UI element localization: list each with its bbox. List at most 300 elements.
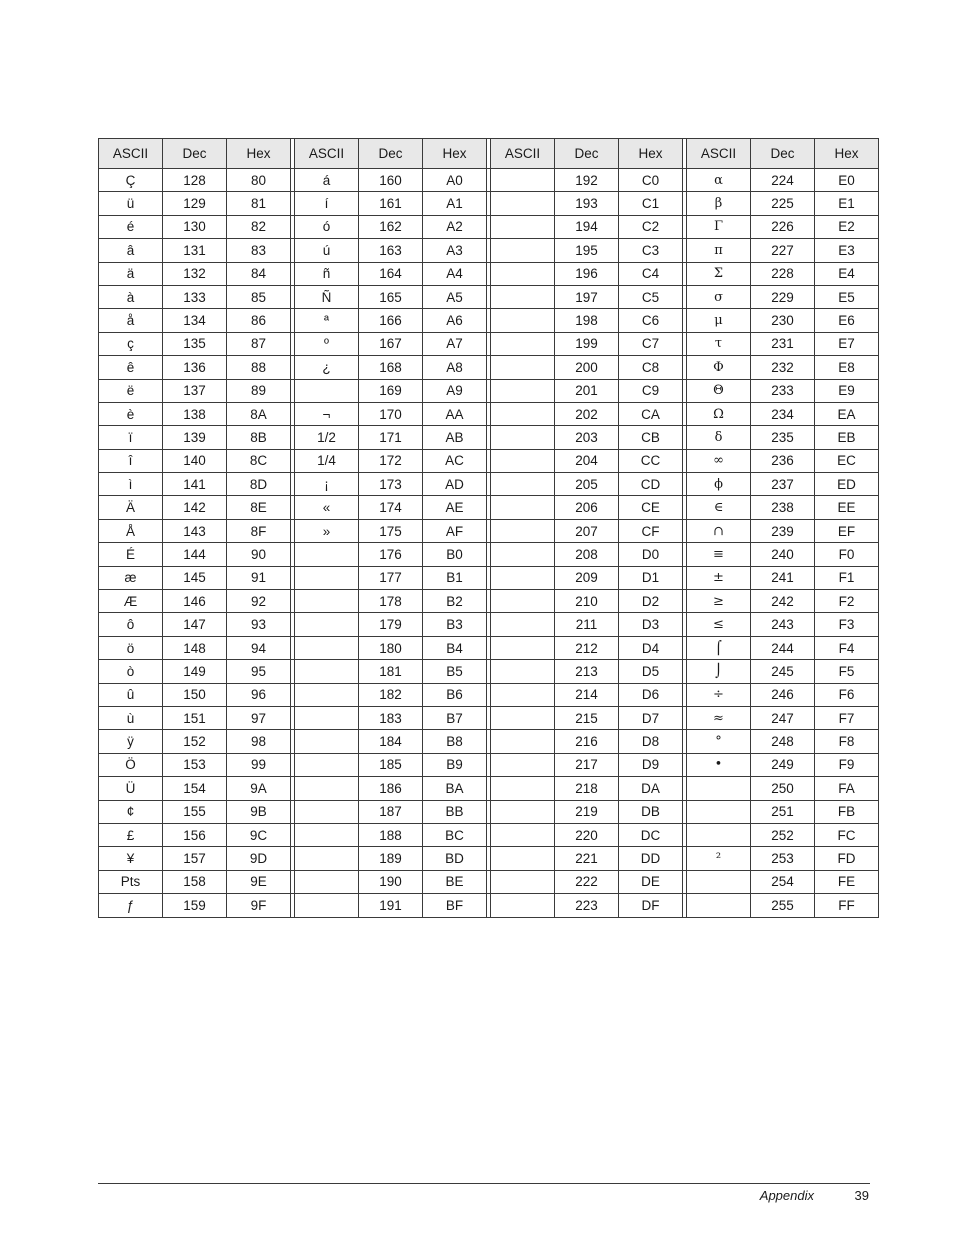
dec-cell: 141	[163, 473, 227, 496]
ascii-cell: ≥	[687, 590, 751, 613]
dec-cell: 242	[751, 590, 815, 613]
hex-cell: 89	[227, 379, 291, 402]
hex-cell: 96	[227, 683, 291, 706]
hex-cell: C1	[619, 192, 683, 215]
ascii-cell	[295, 683, 359, 706]
ascii-cell	[491, 332, 555, 355]
footer-page-number: 39	[854, 1188, 869, 1203]
dec-cell: 207	[555, 519, 619, 542]
hex-cell: 9F	[227, 894, 291, 917]
ascii-cell: «	[295, 496, 359, 519]
dec-cell: 178	[359, 590, 423, 613]
ascii-cell: ñ	[295, 262, 359, 285]
dec-cell: 153	[163, 753, 227, 776]
dec-cell: 252	[751, 823, 815, 846]
dec-cell: 214	[555, 683, 619, 706]
hex-cell: C3	[619, 239, 683, 262]
dec-cell: 255	[751, 894, 815, 917]
ascii-cell: ó	[295, 215, 359, 238]
ascii-cell: ƒ	[99, 894, 163, 917]
hex-cell: BA	[423, 777, 487, 800]
ascii-cell: ù	[99, 706, 163, 729]
dec-cell: 198	[555, 309, 619, 332]
hex-cell: F0	[815, 543, 879, 566]
dec-cell: 200	[555, 356, 619, 379]
dec-cell: 201	[555, 379, 619, 402]
dec-cell: 156	[163, 823, 227, 846]
hex-cell: B2	[423, 590, 487, 613]
ascii-cell	[491, 777, 555, 800]
dec-cell: 130	[163, 215, 227, 238]
hex-cell: E6	[815, 309, 879, 332]
ascii-cell: ¢	[99, 800, 163, 823]
ascii-cell: ò	[99, 660, 163, 683]
dec-cell: 131	[163, 239, 227, 262]
dec-cell: 139	[163, 426, 227, 449]
column-header-dec: Dec	[751, 139, 815, 169]
hex-cell: B3	[423, 613, 487, 636]
dec-cell: 132	[163, 262, 227, 285]
hex-cell: 84	[227, 262, 291, 285]
dec-cell: 158	[163, 870, 227, 893]
ascii-cell: Ω	[687, 402, 751, 425]
dec-cell: 145	[163, 566, 227, 589]
dec-cell: 197	[555, 285, 619, 308]
hex-cell: A6	[423, 309, 487, 332]
ascii-cell: Å	[99, 519, 163, 542]
hex-cell: F3	[815, 613, 879, 636]
ascii-cell: β	[687, 192, 751, 215]
dec-cell: 157	[163, 847, 227, 870]
table-row	[99, 426, 879, 449]
table-row	[99, 285, 879, 308]
hex-cell: 85	[227, 285, 291, 308]
dec-cell: 138	[163, 402, 227, 425]
dec-cell: 193	[555, 192, 619, 215]
ascii-cell: Pts	[99, 870, 163, 893]
dec-cell: 187	[359, 800, 423, 823]
hex-cell: C2	[619, 215, 683, 238]
dec-cell: 249	[751, 753, 815, 776]
dec-cell: 248	[751, 730, 815, 753]
ascii-cell: ì	[99, 473, 163, 496]
dec-cell: 243	[751, 613, 815, 636]
dec-cell: 209	[555, 566, 619, 589]
column-header-dec: Dec	[163, 139, 227, 169]
dec-cell: 173	[359, 473, 423, 496]
ascii-cell	[295, 847, 359, 870]
dec-cell: 142	[163, 496, 227, 519]
dec-cell: 171	[359, 426, 423, 449]
table-row	[99, 262, 879, 285]
table-row	[99, 777, 879, 800]
dec-cell: 174	[359, 496, 423, 519]
ascii-cell	[491, 285, 555, 308]
ascii-cell: ê	[99, 356, 163, 379]
ascii-cell	[491, 543, 555, 566]
dec-cell: 239	[751, 519, 815, 542]
hex-cell: F4	[815, 636, 879, 659]
hex-cell: C0	[619, 169, 683, 192]
hex-cell: B9	[423, 753, 487, 776]
hex-cell: C8	[619, 356, 683, 379]
hex-cell: 91	[227, 566, 291, 589]
hex-cell: 95	[227, 660, 291, 683]
table-row	[99, 590, 879, 613]
ascii-cell: π	[687, 239, 751, 262]
hex-cell: DE	[619, 870, 683, 893]
dec-cell: 189	[359, 847, 423, 870]
hex-cell: DA	[619, 777, 683, 800]
dec-cell: 216	[555, 730, 619, 753]
table-row	[99, 847, 879, 870]
hex-cell: B7	[423, 706, 487, 729]
footer-divider	[98, 1183, 870, 1184]
table-header	[99, 139, 879, 169]
ascii-cell	[491, 215, 555, 238]
ascii-cell: Φ	[687, 356, 751, 379]
dec-cell: 151	[163, 706, 227, 729]
hex-cell: AA	[423, 402, 487, 425]
column-header-ascii: ASCII	[295, 139, 359, 169]
dec-cell: 235	[751, 426, 815, 449]
hex-cell: D2	[619, 590, 683, 613]
table-row	[99, 683, 879, 706]
ascii-cell: £	[99, 823, 163, 846]
dec-cell: 135	[163, 332, 227, 355]
hex-cell: A8	[423, 356, 487, 379]
hex-cell: F1	[815, 566, 879, 589]
ascii-cell	[491, 402, 555, 425]
hex-cell: 98	[227, 730, 291, 753]
hex-cell: DC	[619, 823, 683, 846]
hex-cell: E5	[815, 285, 879, 308]
dec-cell: 161	[359, 192, 423, 215]
hex-cell: 80	[227, 169, 291, 192]
hex-cell: FD	[815, 847, 879, 870]
ascii-cell	[295, 590, 359, 613]
dec-cell: 247	[751, 706, 815, 729]
hex-cell: 9B	[227, 800, 291, 823]
dec-cell: 195	[555, 239, 619, 262]
ascii-cell: É	[99, 543, 163, 566]
hex-cell: A5	[423, 285, 487, 308]
ascii-cell	[491, 870, 555, 893]
column-header-hex: Hex	[619, 139, 683, 169]
dec-cell: 215	[555, 706, 619, 729]
dec-cell: 181	[359, 660, 423, 683]
hex-cell: BD	[423, 847, 487, 870]
dec-cell: 233	[751, 379, 815, 402]
dec-cell: 246	[751, 683, 815, 706]
hex-cell: B8	[423, 730, 487, 753]
dec-cell: 210	[555, 590, 619, 613]
ascii-cell	[491, 356, 555, 379]
dec-cell: 160	[359, 169, 423, 192]
dec-cell: 170	[359, 402, 423, 425]
ascii-cell: ¡	[295, 473, 359, 496]
dec-cell: 192	[555, 169, 619, 192]
table-row	[99, 519, 879, 542]
ascii-cell	[491, 706, 555, 729]
ascii-cell	[491, 239, 555, 262]
ascii-cell: 1/4	[295, 449, 359, 472]
dec-cell: 137	[163, 379, 227, 402]
table-row	[99, 192, 879, 215]
dec-cell: 220	[555, 823, 619, 846]
ascii-cell: ¥	[99, 847, 163, 870]
hex-cell: DF	[619, 894, 683, 917]
ascii-cell	[295, 823, 359, 846]
ascii-cell: δ	[687, 426, 751, 449]
hex-cell: E9	[815, 379, 879, 402]
dec-cell: 183	[359, 706, 423, 729]
dec-cell: 250	[751, 777, 815, 800]
dec-cell: 175	[359, 519, 423, 542]
hex-cell: E0	[815, 169, 879, 192]
ascii-cell	[491, 636, 555, 659]
table-row	[99, 379, 879, 402]
table-row	[99, 332, 879, 355]
table-body	[99, 169, 879, 918]
dec-cell: 196	[555, 262, 619, 285]
ascii-cell: é	[99, 215, 163, 238]
ascii-cell	[687, 800, 751, 823]
hex-cell: 8D	[227, 473, 291, 496]
ascii-cell: 1/2	[295, 426, 359, 449]
hex-cell: AC	[423, 449, 487, 472]
ascii-cell	[491, 683, 555, 706]
hex-cell: E1	[815, 192, 879, 215]
ascii-cell	[295, 777, 359, 800]
dec-cell: 236	[751, 449, 815, 472]
dec-cell: 227	[751, 239, 815, 262]
ascii-cell: û	[99, 683, 163, 706]
hex-cell: 8A	[227, 402, 291, 425]
dec-cell: 213	[555, 660, 619, 683]
hex-cell: BB	[423, 800, 487, 823]
dec-cell: 167	[359, 332, 423, 355]
ascii-cell: Æ	[99, 590, 163, 613]
ascii-cell: ±	[687, 566, 751, 589]
dec-cell: 225	[751, 192, 815, 215]
hex-cell: E8	[815, 356, 879, 379]
hex-cell: 9E	[227, 870, 291, 893]
dec-cell: 204	[555, 449, 619, 472]
hex-cell: 92	[227, 590, 291, 613]
hex-cell: F2	[815, 590, 879, 613]
hex-cell: E4	[815, 262, 879, 285]
ascii-cell: ∩	[687, 519, 751, 542]
hex-cell: C9	[619, 379, 683, 402]
dec-cell: 136	[163, 356, 227, 379]
hex-cell: 83	[227, 239, 291, 262]
hex-cell: CC	[619, 449, 683, 472]
dec-cell: 148	[163, 636, 227, 659]
dec-cell: 241	[751, 566, 815, 589]
table-row	[99, 239, 879, 262]
table-row	[99, 613, 879, 636]
table-row	[99, 706, 879, 729]
ascii-cell: á	[295, 169, 359, 192]
table-row	[99, 800, 879, 823]
hex-cell: D7	[619, 706, 683, 729]
dec-cell: 221	[555, 847, 619, 870]
hex-cell: 8C	[227, 449, 291, 472]
ascii-cell: Γ	[687, 215, 751, 238]
ascii-cell	[295, 613, 359, 636]
table-row	[99, 356, 879, 379]
ascii-cell: ë	[99, 379, 163, 402]
table-row	[99, 636, 879, 659]
ascii-cell	[491, 823, 555, 846]
table-row	[99, 449, 879, 472]
ascii-cell: Ñ	[295, 285, 359, 308]
hex-cell: C4	[619, 262, 683, 285]
ascii-cell	[491, 262, 555, 285]
hex-cell: F6	[815, 683, 879, 706]
hex-cell: D4	[619, 636, 683, 659]
hex-cell: 9A	[227, 777, 291, 800]
ascii-cell	[491, 379, 555, 402]
hex-cell: FE	[815, 870, 879, 893]
hex-cell: 8E	[227, 496, 291, 519]
footer-section-title: Appendix	[759, 1188, 814, 1203]
hex-cell: DD	[619, 847, 683, 870]
dec-cell: 244	[751, 636, 815, 659]
ascii-cell: ü	[99, 192, 163, 215]
dec-cell: 228	[751, 262, 815, 285]
hex-cell: E7	[815, 332, 879, 355]
hex-cell: CA	[619, 402, 683, 425]
dec-cell: 164	[359, 262, 423, 285]
ascii-cell	[491, 496, 555, 519]
ascii-cell	[491, 730, 555, 753]
ascii-cell	[295, 800, 359, 823]
dec-cell: 180	[359, 636, 423, 659]
hex-cell: 88	[227, 356, 291, 379]
ascii-cell: ≈	[687, 706, 751, 729]
ascii-cell	[491, 473, 555, 496]
dec-cell: 190	[359, 870, 423, 893]
table-row	[99, 894, 879, 917]
hex-cell: A9	[423, 379, 487, 402]
ascii-cell	[295, 543, 359, 566]
hex-cell: A1	[423, 192, 487, 215]
dec-cell: 205	[555, 473, 619, 496]
ascii-cell: å	[99, 309, 163, 332]
header-row	[99, 139, 879, 169]
hex-cell: ED	[815, 473, 879, 496]
hex-cell: B4	[423, 636, 487, 659]
ascii-cell	[295, 870, 359, 893]
ascii-cell: î	[99, 449, 163, 472]
dec-cell: 230	[751, 309, 815, 332]
hex-cell: 99	[227, 753, 291, 776]
dec-cell: 222	[555, 870, 619, 893]
hex-cell: BC	[423, 823, 487, 846]
ascii-cell	[295, 379, 359, 402]
dec-cell: 208	[555, 543, 619, 566]
hex-cell: AD	[423, 473, 487, 496]
table-row	[99, 566, 879, 589]
ascii-cell	[491, 566, 555, 589]
ascii-cell: ≡	[687, 543, 751, 566]
column-header-ascii: ASCII	[99, 139, 163, 169]
ascii-cell: ç	[99, 332, 163, 355]
table-row	[99, 870, 879, 893]
dec-cell: 245	[751, 660, 815, 683]
ascii-cell: »	[295, 519, 359, 542]
ascii-cell: ϕ	[687, 473, 751, 496]
dec-cell: 152	[163, 730, 227, 753]
ascii-cell: ¿	[295, 356, 359, 379]
ascii-cell	[491, 519, 555, 542]
dec-cell: 166	[359, 309, 423, 332]
hex-cell: 8F	[227, 519, 291, 542]
dec-cell: 140	[163, 449, 227, 472]
ascii-cell	[687, 870, 751, 893]
ascii-cell: ∈	[687, 496, 751, 519]
hex-cell: D6	[619, 683, 683, 706]
dec-cell: 133	[163, 285, 227, 308]
column-header-dec: Dec	[359, 139, 423, 169]
hex-cell: CB	[619, 426, 683, 449]
dec-cell: 163	[359, 239, 423, 262]
hex-cell: 90	[227, 543, 291, 566]
hex-cell: BF	[423, 894, 487, 917]
dec-cell: 185	[359, 753, 423, 776]
hex-cell: AB	[423, 426, 487, 449]
dec-cell: 191	[359, 894, 423, 917]
ascii-cell	[295, 566, 359, 589]
ascii-cell	[491, 309, 555, 332]
dec-cell: 224	[751, 169, 815, 192]
hex-cell: EE	[815, 496, 879, 519]
ascii-cell: ²	[687, 847, 751, 870]
hex-cell: C5	[619, 285, 683, 308]
hex-cell: A3	[423, 239, 487, 262]
hex-cell: B1	[423, 566, 487, 589]
dec-cell: 184	[359, 730, 423, 753]
hex-cell: A4	[423, 262, 487, 285]
dec-cell: 169	[359, 379, 423, 402]
hex-cell: 82	[227, 215, 291, 238]
ascii-cell: Σ	[687, 262, 751, 285]
dec-cell: 223	[555, 894, 619, 917]
table-row	[99, 730, 879, 753]
ascii-cell	[491, 613, 555, 636]
column-header-hex: Hex	[423, 139, 487, 169]
ascii-cell: Ö	[99, 753, 163, 776]
ascii-cell	[295, 730, 359, 753]
ascii-cell: τ	[687, 332, 751, 355]
dec-cell: 226	[751, 215, 815, 238]
dec-cell: 217	[555, 753, 619, 776]
ascii-cell: º	[295, 332, 359, 355]
ascii-cell: ÿ	[99, 730, 163, 753]
ascii-cell	[491, 426, 555, 449]
dec-cell: 238	[751, 496, 815, 519]
table-row	[99, 215, 879, 238]
ascii-cell: ⌠	[687, 636, 751, 659]
hex-cell: D0	[619, 543, 683, 566]
table-row	[99, 402, 879, 425]
dec-cell: 234	[751, 402, 815, 425]
column-header-ascii: ASCII	[491, 139, 555, 169]
hex-cell: D9	[619, 753, 683, 776]
dec-cell: 199	[555, 332, 619, 355]
